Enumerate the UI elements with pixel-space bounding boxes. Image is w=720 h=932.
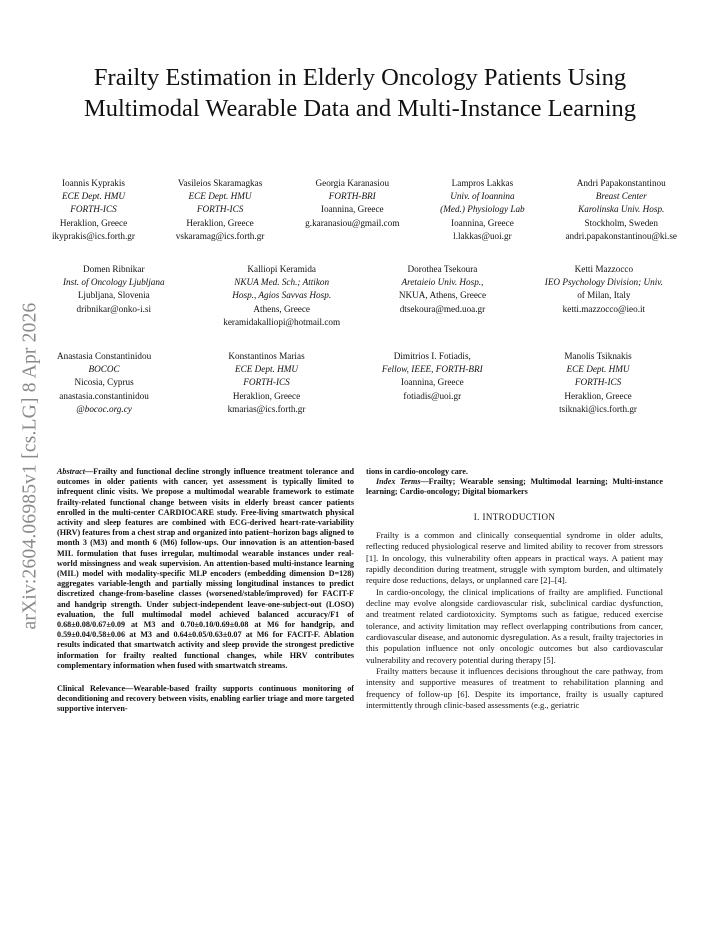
- author-affiliation-line: anastasia.constantinidou: [59, 390, 149, 401]
- right-column: [366, 467, 663, 711]
- author-block: [440, 177, 524, 243]
- author-affiliation-line: NKUA, Athens, Greece: [398, 290, 487, 301]
- author-affiliation-line: (Med.) Physiology Lab: [440, 204, 525, 215]
- author-affiliation-line: FORTH-ICS: [243, 377, 290, 388]
- author-block: [305, 177, 399, 243]
- author-affiliation-line: dribnikar@onko-i.si: [76, 303, 152, 314]
- authors-row-3: [57, 350, 637, 416]
- intro-paragraph-2: In cardio-oncology, the clinical implications of frailty are amplified. Functional decline may evolve alongside cardiovascular risk, subclinical cardiac dysfunction, and treatment related cardiotoxicity. Symptoms such as fatigue, reduced exercise tolerance, and activity limitation may reflect overlapping contributions from cancer, cardiovascular disease, and autonomic dysregulation. As a result, frailty trajectories in this population influence not only oncologic outcomes but also cardiovascular vulnerability and recovery potential during therapy [5].: [366, 586, 663, 665]
- index-terms: [366, 477, 663, 497]
- author-affiliation-line: of Milan, Italy: [577, 290, 631, 301]
- author-affiliation-line: FORTH-ICS: [196, 204, 244, 215]
- author-affiliation-line: FORTH-BRI: [328, 191, 376, 202]
- author-affiliation-line: kmarias@ics.forth.gr: [227, 403, 306, 414]
- author-name: Dimitrios I. Fotiadis,: [393, 351, 471, 361]
- author-affiliation-line: Heraklion, Greece: [59, 217, 128, 228]
- author-block: [223, 263, 340, 329]
- author-name: Lampros Lakkas: [451, 178, 514, 188]
- author-affiliation-line: tsiknaki@ics.forth.gr: [559, 403, 637, 414]
- author-name: Andri Papakonstantinou: [576, 178, 666, 188]
- arxiv-stamp: [20, 268, 40, 664]
- author-affiliation-line: BOCOC: [88, 364, 120, 375]
- author-affiliation-line: vskaramag@ics.forth.gr: [175, 230, 265, 241]
- author-affiliation-line: andri.papakonstantinou@ki.se: [565, 230, 677, 241]
- author-affiliation-line: @bococ.org.cy: [76, 403, 132, 414]
- clinical-relevance-continued: tions in cardio-oncology care.: [366, 467, 468, 476]
- author-affiliation-line: Stockholm, Sweden: [584, 217, 658, 228]
- author-affiliation-line: ikyprakis@ics.forth.gr: [52, 230, 135, 241]
- author-affiliation-line: Heraklion, Greece: [564, 390, 632, 401]
- paper-title: Frailty Estimation in Elderly Oncology Patients Using Multimodal Wearable Data and Multi-Instance Learning: [83, 64, 637, 122]
- author-affiliation-line: Univ. of Ioannina: [450, 191, 515, 202]
- author-block: [559, 350, 637, 416]
- author-affiliation-line: FORTH-ICS: [70, 204, 117, 215]
- abstract-text: —Frailty and functional decline strongly influence treatment tolerance and outcomes in older patients with cancer, yet assessment is typically limited to infrequent clinic visits. We propose a multimodal wearable framework to estimate frailty-related functional change between visits in elderly breast cancer patients enrolled in the multi-center CARDIOCARE study. Free-living smartwatch physical activity and sleep features are combined with ECG-derived heart-rate-variability (HRV) features from a chest strap and organized into patient–horizon bags aligned to month 3 (M3) and month 6 (M6) follow-ups. Our innovation is an attention-based MIL formulation that fuses irregular, multimodal wearable instances under real-world missingness and weak supervision. An attention-based multi-instance learning (MIL) model with modality-specific MLP encoders (embedding dimension D=128) aggregates variable-length and partially missing longitudinal instances to predict discretized change-from-baseline classes (worsened/stable/improved) for FACIT-F and handgrip strength. Under subject-independent leave-one-subject-out (LOSO) evaluation, the full multimodal model achieved balanced accuracy/F1 of 0.68±0.08/0.67±0.09 at M3 and 0.70±0.10/0.69±0.08 at M6 for handgrip, and 0.59±0.04/0.58±0.06 at M3 and 0.64±0.05/0.63±0.07 at M6 for FACIT-F. Ablation results indicated that smartwatch activity and sleep provide the strongest predictive information for frailty realted functional changes, while HRV contributes complementary information when fused with smartwatch streams.: [57, 467, 354, 670]
- author-block: [52, 177, 135, 243]
- author-block: [565, 177, 677, 243]
- author-affiliation-line: Inst. of Oncology Ljubljana: [63, 277, 165, 288]
- section-heading: I. INTRODUCTION: [473, 511, 556, 522]
- author-affiliation-line: ketti.mazzocco@ieo.it: [562, 303, 646, 314]
- abstract: [57, 467, 354, 671]
- author-affiliation-line: g.karanasiou@gmail.com: [305, 217, 400, 228]
- author-affiliation-line: FORTH-ICS: [574, 377, 622, 388]
- arxiv-stamp-text: arXiv:2604.06985v1 [cs.LG] 8 Apr 2026: [19, 302, 41, 630]
- author-name: Ioannis Kyprakis: [61, 178, 125, 188]
- author-affiliation-line: Ioannina, Greece: [451, 217, 514, 228]
- author-affiliation-line: Hosp., Agios Savvas Hosp.: [232, 290, 332, 301]
- author-affiliation-line: Karolinska Univ. Hosp.: [578, 204, 665, 215]
- author-name: Vasileios Skaramagkas: [177, 178, 263, 188]
- author-block: [545, 263, 663, 329]
- author-block: [57, 350, 151, 416]
- author-affiliation-line: Ioannina, Greece: [400, 377, 464, 388]
- left-column: [57, 467, 354, 715]
- author-affiliation-line: Aretaieio Univ. Hosp.,: [401, 277, 484, 288]
- author-name: Dorothea Tsekoura: [407, 264, 478, 274]
- author-name: Manolis Tsiknakis: [564, 351, 632, 361]
- author-name: Konstantinos Marias: [228, 351, 305, 361]
- author-affiliation-line: ECE Dept. HMU: [566, 364, 630, 375]
- author-affiliation-line: Heraklion, Greece: [186, 217, 254, 228]
- author-affiliation-line: ECE Dept. HMU: [61, 191, 125, 202]
- clinical-relevance: Clinical Relevance—Wearable-based frailty supports continuous monitoring of deconditioning and recovery between visits, enabling earlier triage and more targeted supportive interven-: [57, 684, 354, 714]
- author-block: [63, 263, 165, 329]
- author-name: Ketti Mazzocco: [574, 264, 634, 274]
- author-name: Anastasia Constantinidou: [57, 351, 152, 361]
- authors-row-1: [52, 177, 677, 243]
- author-affiliation-line: dtsekoura@med.uoa.gr: [399, 303, 486, 314]
- author-name: Georgia Karanasiou: [315, 178, 390, 188]
- author-affiliation-line: Ljubljana, Slovenia: [77, 290, 150, 301]
- intro-paragraph-1: Frailty is a common and clinically consequential syndrome in older adults, reflecting reduced physiological reserve and limited ability to recover from stressors [1]. In oncology, this vulnerability often appears in practical ways. A patient may rapidly decondition during treatment, struggle with symptom burden, and ultimately require dose reductions, delays, or unplanned care [2]–[4].: [366, 529, 663, 586]
- index-terms-text: —Frailty; Wearable sensing; Multimodal learning; Multi-instance learning; Cardio-oncology; Digital biomarkers: [366, 477, 663, 497]
- author-block: [399, 263, 486, 329]
- author-affiliation-line: fotiadis@uoi.gr: [403, 390, 462, 401]
- abstract-label: Abstract: [57, 467, 85, 476]
- author-affiliation-line: ECE Dept. HMU: [188, 191, 252, 202]
- author-affiliation-line: Ioannina, Greece: [320, 204, 384, 215]
- author-block: [382, 350, 483, 416]
- author-affiliation-line: Fellow, IEEE, FORTH-BRI: [381, 364, 483, 375]
- authors-row-2: [63, 263, 663, 329]
- author-affiliation-line: Heraklion, Greece: [232, 390, 301, 401]
- intro-paragraph-3: Frailty matters because it influences decisions throughout the care pathway, from intensity and supportive measures of treatment to rehabilitation planning and frequency of follow-up [6]. Despite its importance, frailty is usually captured intermittently through clinic-based assessments (e.g., geriatric: [366, 666, 663, 711]
- author-affiliation-line: NKUA Med. Sch.; Attikon: [234, 277, 330, 288]
- author-affiliation-line: ECE Dept. HMU: [234, 364, 299, 375]
- author-block: [228, 350, 306, 416]
- author-affiliation-line: l.lakkas@uoi.gr: [453, 230, 512, 241]
- author-name: Domen Ribnikar: [83, 264, 145, 274]
- index-terms-label: Index Terms: [376, 477, 421, 487]
- author-block: [176, 177, 265, 243]
- author-affiliation-line: Breast Center: [595, 191, 647, 202]
- author-affiliation-line: Nicosia, Cyprus: [74, 377, 134, 388]
- author-name: Kalliopi Keramida: [247, 264, 317, 274]
- author-affiliation-line: Athens, Greece: [253, 303, 311, 314]
- author-affiliation-line: keramidakalliopi@hotmail.com: [223, 316, 341, 327]
- author-affiliation-line: IEO Psychology Division; Univ.: [544, 277, 663, 288]
